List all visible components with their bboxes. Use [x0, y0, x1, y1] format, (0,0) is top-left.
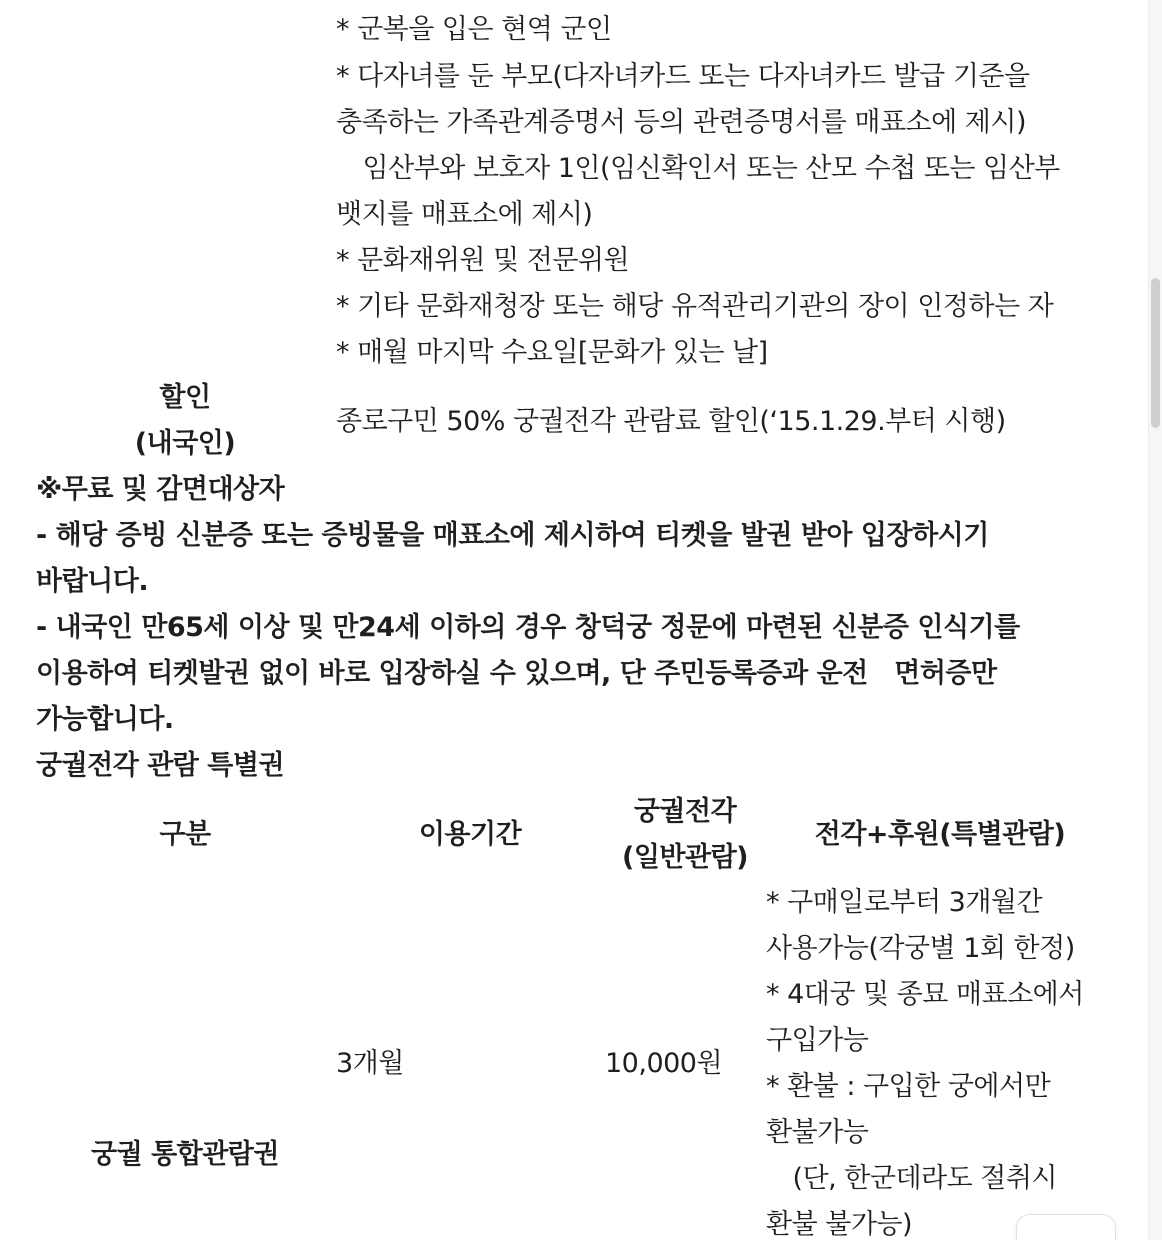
- notice-line: - 해당 증빙 신분증 또는 증빙물을 매표소에 제시하여 티켓을 발권 받아 입장하시기: [36, 520, 989, 551]
- discount-category-sublabel: (내국인): [134, 428, 236, 459]
- notice-line: 가능합니다.: [36, 704, 174, 735]
- row-price: 10,000원: [605, 1048, 723, 1079]
- header-hall: 궁궐전각: [633, 796, 737, 827]
- row-note: 환불가능: [766, 1117, 869, 1148]
- row-note: 사용가능(각궁별 1회 한정): [766, 933, 1075, 964]
- scrollbar-thumb[interactable]: [1151, 278, 1160, 428]
- row-category: 궁궐 통합관람권: [91, 1139, 279, 1170]
- eligibility-line: * 기타 문화재청장 또는 해당 유적관리기관의 장이 인정하는 자: [336, 291, 1054, 322]
- jongno-discount-text: 종로구민 50% 궁궐전각 관람료 할인(‘15.1.29.부터 시행): [336, 406, 1006, 437]
- discount-category-label: 할인: [159, 382, 211, 413]
- eligibility-line: 충족하는 가족관계증명서 등의 관련증명서를 매표소에 제시): [336, 107, 1026, 138]
- header-category: 구분: [159, 819, 211, 850]
- header-hall-garden: 전각+후원(특별관람): [814, 819, 1066, 850]
- eligibility-line: 뱃지를 매표소에 제시): [336, 199, 593, 230]
- section-title: 궁궐전각 관람 특별권: [36, 750, 285, 781]
- row-note: 구입가능: [766, 1025, 869, 1056]
- header-hall-sub: (일반관람): [621, 842, 748, 873]
- eligibility-line: 임산부와 보호자 1인(임신확인서 또는 산모 수첩 또는 임산부: [336, 153, 1060, 184]
- header-period: 이용기간: [418, 819, 522, 850]
- eligibility-line: * 다자녀를 둔 부모(다자녀카드 또는 다자녀카드 발급 기준을: [336, 61, 1030, 92]
- row-note: 환불 불가능): [766, 1209, 913, 1240]
- notice-line: - 내국인 만65세 이상 및 만24세 이하의 경우 창덕궁 정문에 마련된 신분증 인식기를: [36, 612, 1020, 643]
- eligibility-line: * 매월 마지막 수요일[문화가 있는 날]: [336, 337, 768, 368]
- notice-line: 이용하여 티켓발권 없이 바로 입장하실 수 있으며, 단 주민등록증과 운전 면허증만: [36, 658, 997, 689]
- row-note: (단, 한군데라도 절취시: [766, 1163, 1058, 1194]
- row-note: * 환불 : 구입한 궁에서만: [766, 1071, 1051, 1102]
- notice-line: 바랍니다.: [36, 566, 149, 597]
- eligibility-line: * 문화재위원 및 전문위원: [336, 245, 630, 276]
- row-note: * 4대궁 및 종묘 매표소에서: [766, 979, 1084, 1010]
- scrollbar-track[interactable]: [1148, 0, 1162, 1240]
- floating-action-button[interactable]: [1016, 1214, 1116, 1240]
- row-note: * 구매일로부터 3개월간: [766, 887, 1043, 918]
- row-period: 3개월: [336, 1048, 404, 1079]
- notice-heading: ※무료 및 감면대상자: [36, 474, 285, 505]
- eligibility-line: * 군복을 입은 현역 군인: [336, 14, 612, 45]
